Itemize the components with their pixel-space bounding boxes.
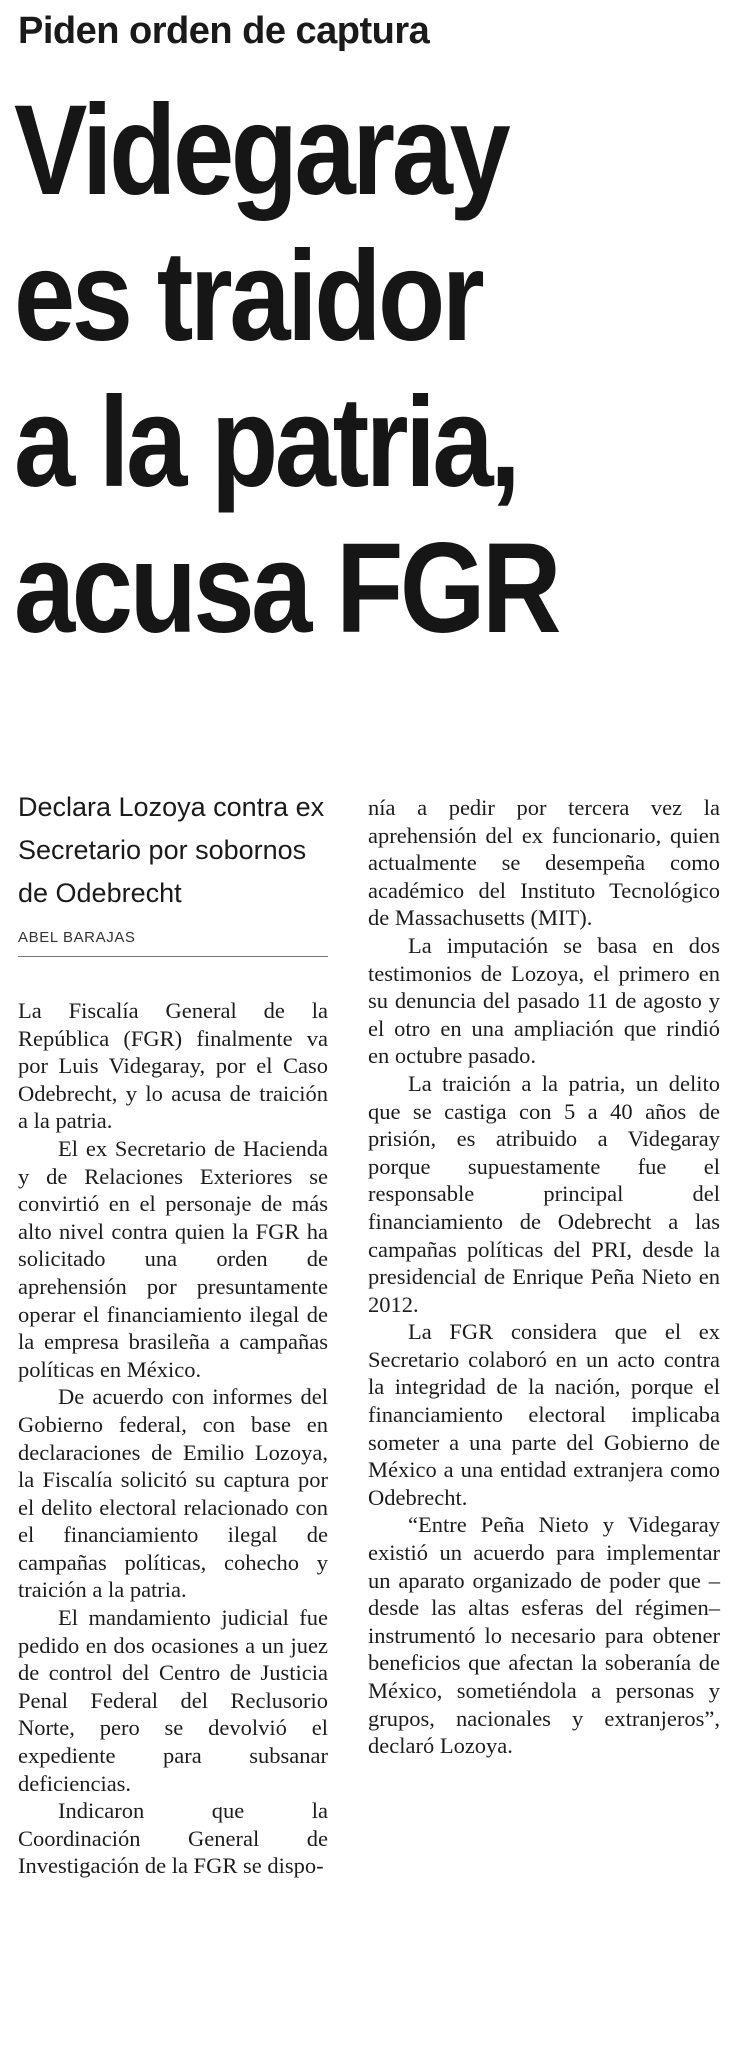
paragraph: La FGR considera que el ex Secretario colaboró en un acto contra la integridad de la nación, porque el financiamiento electoral implicaba someter a una parte del Gobierno de México a una entidad extranjera como Odebrecht. bbox=[368, 1319, 720, 1510]
deck: Declara Lozoya contra ex Secretario por sobornos de Odebrecht bbox=[18, 792, 325, 908]
headline-line-1: Videgaray bbox=[14, 79, 508, 222]
headline-line-4: acusa FGR bbox=[14, 517, 559, 660]
paragraph: La Fiscalía General de la República (FGR) finalmente va por Luis Videgaray, por el Caso Odebrecht, y lo acusa de traición a la patria. bbox=[18, 998, 328, 1134]
headline-line-3: a la patria, bbox=[14, 371, 518, 514]
kicker: Piden orden de captura bbox=[18, 10, 430, 52]
headline bbox=[14, 78, 734, 662]
paragraph: El mandamiento judicial fue pedido en dos ocasiones a un juez de control del Centro de Justicia Penal Federal del Reclusorio Norte, pero se devolvió el expediente para subsanar deficiencias. bbox=[18, 1605, 328, 1796]
paragraph: De acuerdo con informes del Gobierno federal, con base en declaraciones de Emilio Lozoya, la Fiscalía solicitó su captura por el delito electoral relacionado con el financiamiento ilegal de campañas políticas, cohecho y traición a la patria. bbox=[18, 1384, 328, 1603]
headline-line-2: es traidor bbox=[14, 225, 482, 368]
paragraph: nía a pedir por tercera vez la aprehensión del ex funcionario, quien actualmente se desempeña como académico del Instituto Tecnológico de Massachusetts (MIT). bbox=[368, 795, 720, 931]
left-column bbox=[18, 786, 328, 1880]
paragraph: Indicaron que la Coordinación General de Investigación de la FGR se dispo- bbox=[18, 1798, 328, 1879]
byline: ABEL BARAJAS bbox=[18, 929, 328, 957]
paragraph: La imputación se basa en dos testimonios de Lozoya, el primero en su denuncia del pasado 11 de agosto y el otro en una ampliación que rindió en octubre pasado. bbox=[368, 932, 720, 1069]
paragraph: “Entre Peña Nieto y Videgaray existió un acuerdo para implementar un aparato organizado de poder que –desde las altas esferas del régimen– instrumentó lo necesario para obtener beneficios que afectan la soberanía de México, sometiéndola a personas y grupos, nacionales y extranjeros”, declaró Lozoya. bbox=[368, 1512, 720, 1759]
paragraph: El ex Secretario de Hacienda y de Relaciones Exteriores se convirtió en el personaje de más alto nivel contra quien la FGR ha solicitado una orden de aprehensión por presuntamente operar el financiamiento ilegal de la empresa brasileña a campañas políticas en México. bbox=[18, 1135, 328, 1382]
paragraph: La traición a la patria, un delito que se castiga con 5 a 40 años de prisión, es atribuido a Videgaray porque supuestamente fue el responsable principal del financiamiento de Odebrecht a las campañas políticas del PRI, desde la presidencial de Enrique Peña Nieto en 2012. bbox=[368, 1070, 720, 1317]
right-column bbox=[368, 794, 720, 1760]
